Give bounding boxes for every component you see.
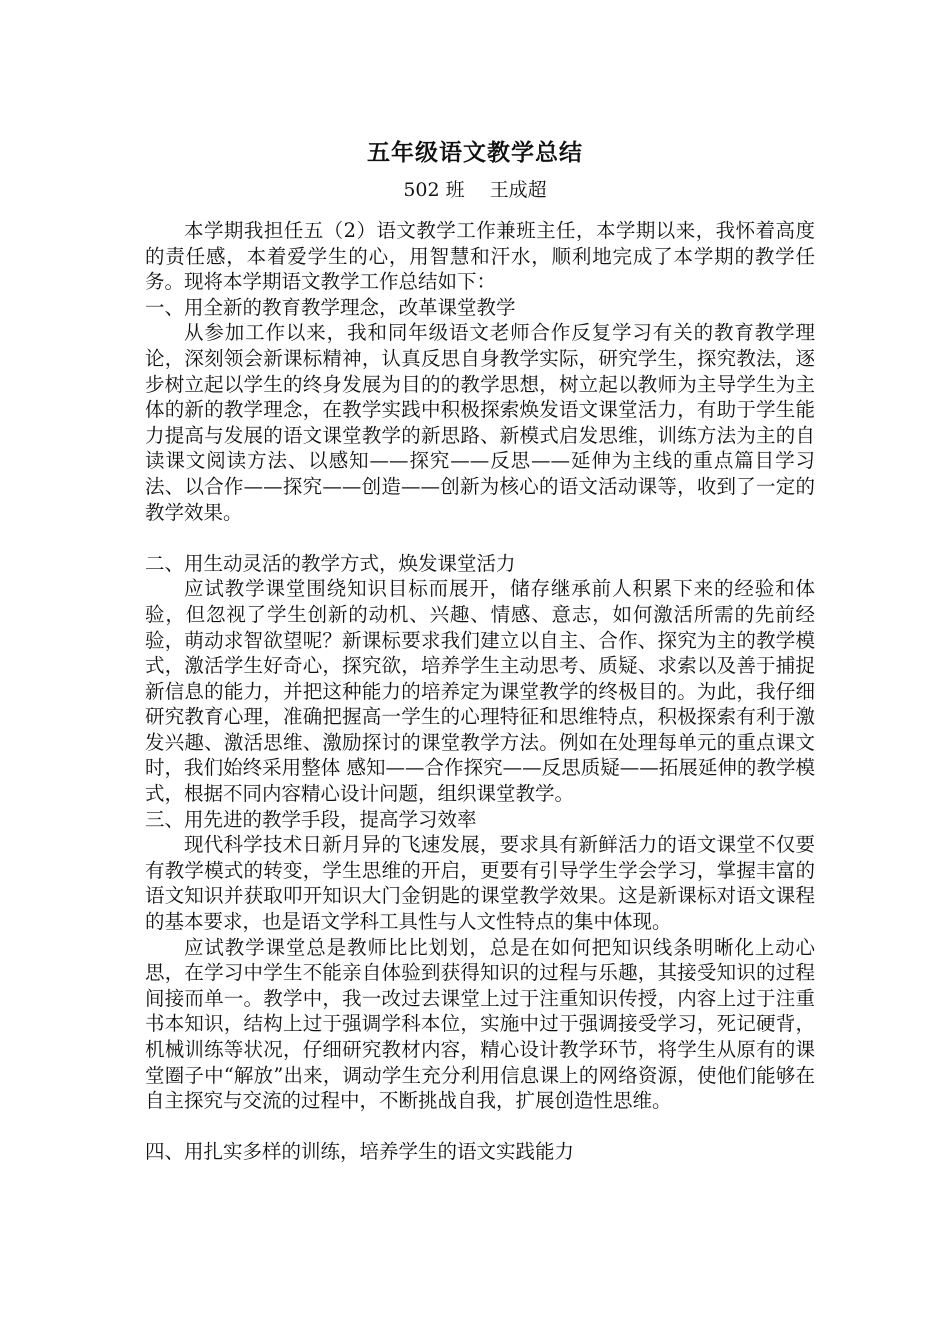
blank-line: [145, 1114, 815, 1140]
intro-paragraph: 本学期我担任五（2）语文教学工作兼班主任，本学期以来，我怀着高度的责任感，本着爱学生的心，用智慧和汗水，顺利地完成了本学期的教学任务。现将本学期语文教学工作总结如下：: [145, 219, 815, 294]
section-1-paragraph: 从参加工作以来，我和同年级语文老师合作反复学习有关的教育教学理论，深刻领会新课标精神，认真反思自身教学实际，研究学生，探究教法，逐步树立起以学生的终身发展为目的的教学思想，树立起以教师为主导学生为主体的新的教学理念，在教学实践中积极探索焕发语文课堂活力，有助于学生能力提高与发展的语文课堂教学的新思路、新模式启发思维，训练方法为主的自读课文阅读方法、以感知——探究——反思——延伸为主线的重点篇目学习法、以合作——探究——创造——创新为核心的语文活动课等，收到了一定的教学效果。: [145, 321, 815, 524]
document-subtitle: 502 班 王成超: [403, 179, 547, 201]
section-heading-2: 二、用生动灵活的教学方式，焕发课堂活力: [145, 551, 516, 575]
section-3-paragraph-1: 现代科学技术日新月异的飞速发展，要求具有新鲜活力的语文课堂不仅要有教学模式的转变，学生思维的开启，更要有引导学生学会学习，掌握丰富的语文知识并获取叩开知识大门金钥匙的课堂教学效果。这是新课标对语文课程的基本要求，也是语文学科工具性与人文性特点的集中体现。: [145, 833, 815, 934]
document-body: [145, 218, 815, 1165]
section-heading-4: 四、用扎实多样的训练，培养学生的语文实践能力: [145, 1140, 575, 1164]
section-heading-1: 一、用全新的教育教学理念，改革课堂教学: [145, 295, 516, 319]
document-title: 五年级语文教学总结: [367, 139, 583, 166]
section-heading-3: 三、用先进的教学手段，提高学习效率: [145, 807, 477, 831]
blank-line: [145, 525, 815, 551]
section-2-paragraph: 应试教学课堂围绕知识目标而展开，储存继承前人积累下来的经验和体验，但忽视了学生创新的动机、兴趣、情感、意志，如何激活所需的先前经验，萌动求智欲望呢？新课标要求我们建立以自主、合作、探究为主的教学模式，激活学生好奇心，探究欲，培养学生主动思考、质疑、求索以及善于捕捉新信息的能力，并把这种能力的培养定为课堂教学的终极目的。为此，我仔细研究教育心理，准确把握高一学生的心理特征和思维特点，积极探索有利于激发兴趣、激活思维、激励探讨的课堂教学方法。例如在处理每单元的重点课文时，我们始终采用整体 感知——合作探究——反思质疑——拓展延伸的教学模式，根据不同内容精心设计问题，组织课堂教学。: [145, 577, 815, 806]
section-3-paragraph-2: 应试教学课堂总是教师比比划划，总是在如何把知识线条明晰化上动心思，在学习中学生不能亲自体验到获得知识的过程与乐趣，其接受知识的过程间接而单一。教学中，我一改过去课堂上过于注重知识传授，内容上过于注重书本知识，结构上过于强调学科本位，实施中过于强调接受学习，死记硬背，机械训练等状况，仔细研究教材内容，精心设计教学环节，将学生从原有的课堂圈子中“解放”出来，调动学生充分利用信息课上的网络资源，使他们能够在自主探究与交流的过程中，不断挑战自我，扩展创造性思维。: [145, 935, 815, 1113]
